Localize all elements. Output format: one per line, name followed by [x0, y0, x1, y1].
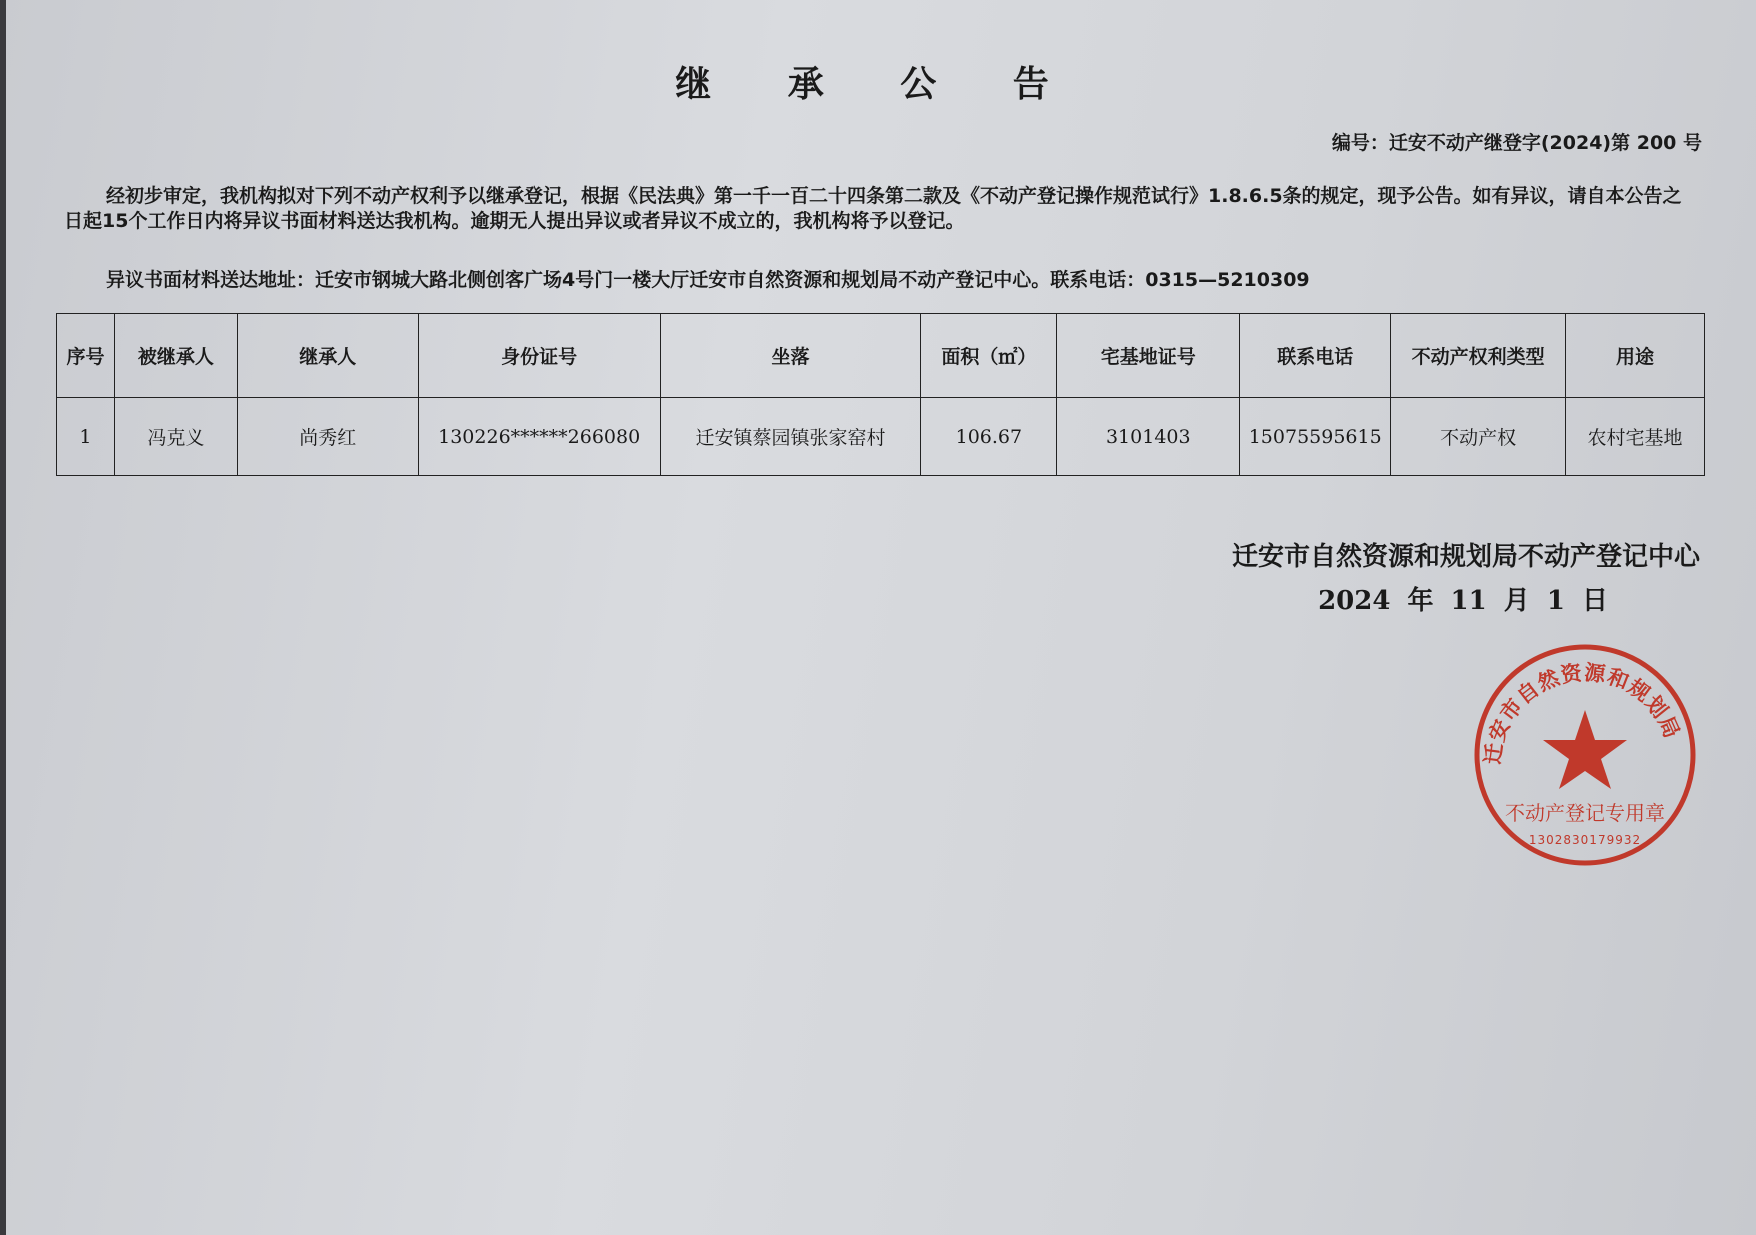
objection-address: 异议书面材料送达地址：迁安市钢城大路北侧创客广场4号门一楼大厅迁安市自然资源和规划局不动产登记中心。联系电话：0315—5210309	[106, 269, 1310, 291]
col-header-phone: 联系电话	[1240, 314, 1391, 398]
issue-date: 2024 年 11 月 1 日	[1318, 586, 1608, 616]
cell-index: 1	[57, 398, 115, 476]
cell-homestead-cert: 3101403	[1057, 398, 1240, 476]
seal-code: 1302830179932	[1528, 833, 1642, 847]
cell-usage: 农村宅基地	[1566, 398, 1705, 476]
cell-id-number: 130226******266080	[418, 398, 660, 476]
col-header-id-number: 身份证号	[418, 314, 660, 398]
issuer-signature: 迁安市自然资源和规划局不动产登记中心	[1231, 542, 1700, 572]
document-number: 编号：迁安不动产继登字(2024)第 200 号	[1331, 132, 1702, 154]
col-header-right-type: 不动产权利类型	[1391, 314, 1566, 398]
col-header-heir: 继承人	[237, 314, 418, 398]
seal-top-text: 迁安市自然资源和规划局	[1480, 660, 1685, 766]
col-header-usage: 用途	[1566, 314, 1705, 398]
cell-phone: 15075595615	[1240, 398, 1391, 476]
page-edge-shadow	[0, 0, 6, 1235]
star-icon	[1543, 710, 1627, 789]
cell-area: 106.67	[921, 398, 1057, 476]
cell-heir: 尚秀红	[237, 398, 418, 476]
col-header-index: 序号	[57, 314, 115, 398]
col-header-decedent: 被继承人	[114, 314, 237, 398]
cell-decedent: 冯克义	[114, 398, 237, 476]
official-seal-stamp	[1470, 640, 1700, 870]
page-title: 继 承 公 告	[675, 64, 1081, 105]
cell-location: 迁安镇蔡园镇张家窑村	[660, 398, 921, 476]
table-row	[57, 398, 1705, 476]
inheritance-table	[56, 313, 1705, 476]
col-header-area: 面积（㎡）	[921, 314, 1057, 398]
seal-bottom-text: 不动产登记专用章	[1505, 801, 1665, 825]
col-header-homestead-cert: 宅基地证号	[1057, 314, 1240, 398]
notice-paragraph: 经初步审定，我机构拟对下列不动产权利予以继承登记，根据《民法典》第一千一百二十四条第二款及《不动产登记操作规范试行》1.8.6.5条的规定，现予公告。如有异议，请自本公告之日起15个工作日内将异议书面材料送达我机构。逾期无人提出异议或者异议不成立的，我机构将予以登记。	[64, 185, 1682, 232]
cell-right-type: 不动产权	[1391, 398, 1566, 476]
col-header-location: 坐落	[660, 314, 921, 398]
table-header-row	[57, 314, 1705, 398]
